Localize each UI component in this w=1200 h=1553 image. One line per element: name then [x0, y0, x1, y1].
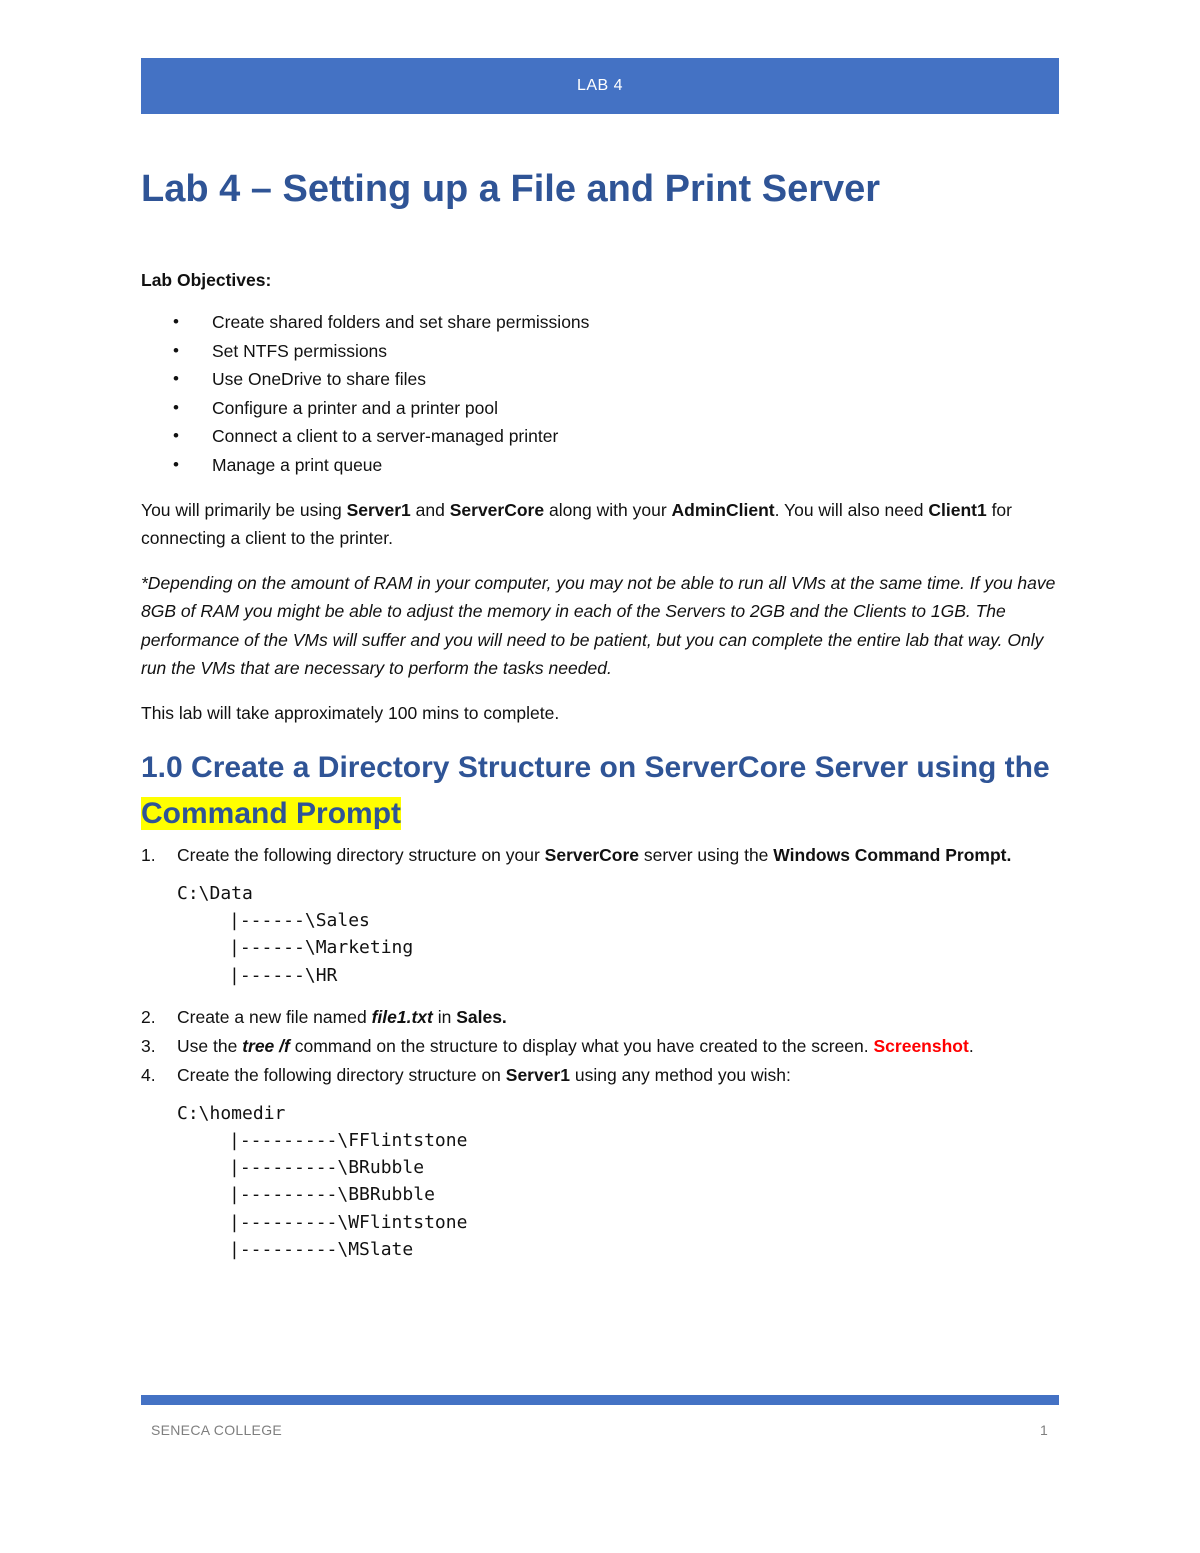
list-item: • Create shared folders and set share permissions [141, 308, 1059, 337]
tree-branch: |---------\BRubble [229, 1157, 425, 1179]
tree-branch: |---------\WFlintstone [229, 1211, 468, 1233]
list-item: • Configure a printer and a printer pool [141, 394, 1059, 423]
page-number: 1 [1040, 1422, 1048, 1438]
tree-branch: |---------\FFlintstone [229, 1130, 468, 1152]
highlighted-text: Command Prompt [141, 797, 402, 831]
screenshot-label: Screenshot [873, 1035, 969, 1056]
tree-branch: |------\Marketing [229, 937, 414, 959]
tree-branch: |------\Sales [229, 910, 370, 932]
bullet-icon: • [173, 312, 179, 331]
footer-college: SENECA COLLEGE [151, 1422, 283, 1438]
tree-root: C:\Data [177, 883, 253, 905]
bullet-icon: • [173, 454, 179, 474]
steps-list [141, 1003, 1059, 1090]
section-heading: 1.0 Create a Directory Structure on ServerCore Server using the Command Prompt [141, 751, 1050, 831]
tree-branch: |---------\MSlate [229, 1238, 414, 1260]
bullet-icon: • [173, 369, 179, 389]
page-title: Lab 4 – Setting up a File and Print Server [141, 168, 881, 210]
tree-branch: |------\HR [229, 964, 338, 986]
ram-note: *Depending on the amount of RAM in your computer, you may not be able to run all VMs at the same time. If you have 8GB of RAM you might be able to adjust the memory in each of the Servers to 2GB and the Clients to 1GB. The performance of the VMs will suffer and you will need to be patient, but you can complete the entire lab that way. Only run the VMs that are necessary to perform the tasks needed. [141, 572, 1056, 679]
bullet-icon: • [173, 340, 179, 360]
bullet-icon: • [173, 426, 179, 446]
time-note: This lab will take approximately 100 mins to complete. [141, 702, 560, 723]
list-item: • Set NTFS permissions [141, 337, 1059, 366]
step-4: 4. Create the following directory structure on Server1 using any method you wish: [141, 1064, 791, 1085]
step-1: 1. Create the following directory structure on your ServerCore server using the Windows Command Prompt. [141, 845, 1012, 866]
list-item: • Manage a print queue [141, 451, 1059, 480]
list-item: • Use OneDrive to share files [141, 365, 1059, 394]
bullet-icon: • [173, 397, 179, 417]
directory-tree-homedir [177, 1100, 1059, 1263]
step-2: 2. Create a new file named file1.txt in Sales. [141, 1006, 507, 1027]
tree-root: C:\homedir [177, 1102, 286, 1124]
list-item: • Connect a client to a server-managed printer [141, 422, 1059, 451]
header-text: LAB 4 [576, 77, 624, 94]
directory-tree-data [177, 880, 1059, 989]
vms-paragraph: You will primarily be using Server1 and ServerCore along with your AdminClient. You will also need Client1 for connecting a client to the printer. [141, 499, 1012, 549]
step-3: 3. Use the tree /f command on the structure to display what you have created to the screen. Screenshot. [141, 1035, 974, 1056]
objectives-list [141, 308, 1059, 480]
tree-branch: |---------\BBRubble [229, 1184, 435, 1206]
document-body [141, 266, 1059, 1277]
steps-list [141, 841, 1059, 870]
objectives-label: Lab Objectives: [141, 270, 272, 290]
page-header-bar [141, 58, 1059, 114]
footer-rule [141, 1395, 1059, 1405]
